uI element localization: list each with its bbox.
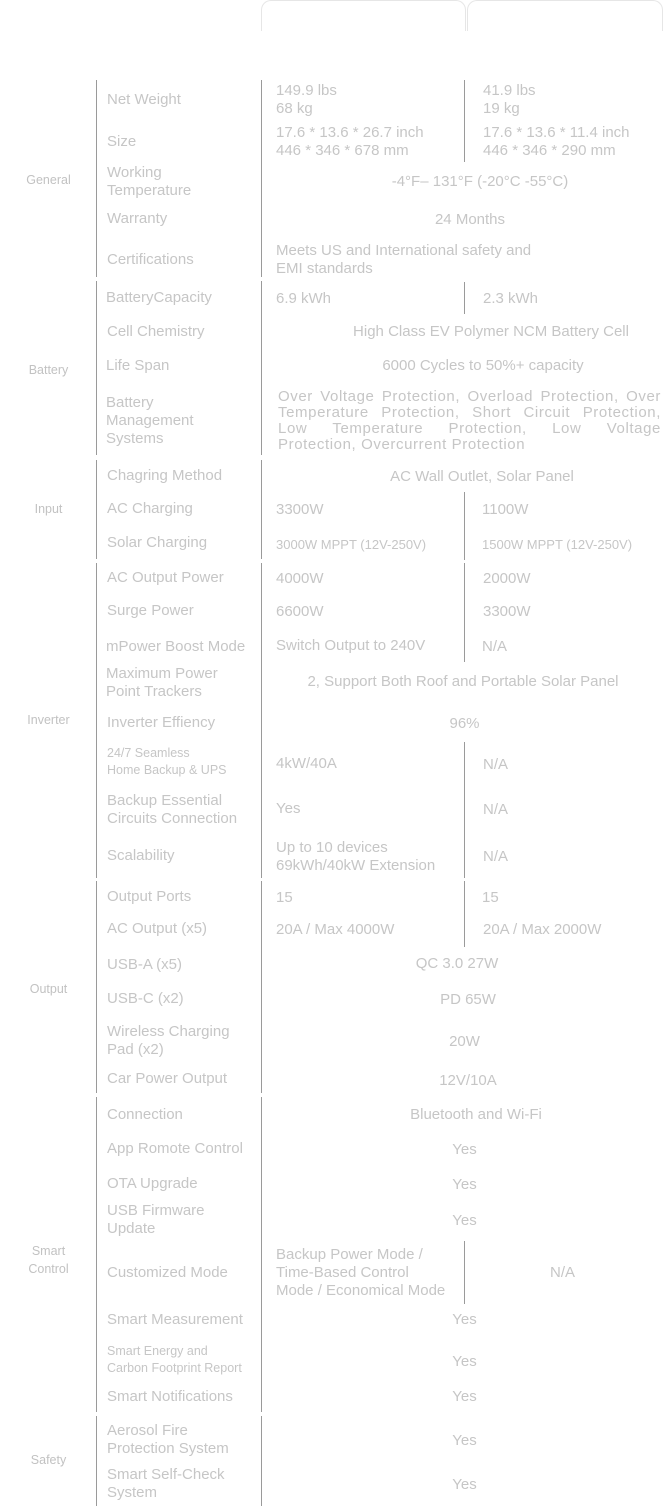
- spec-label: Wireless Charging Pad (x2): [107, 1023, 230, 1058]
- spec-value-2: 2000W: [483, 570, 531, 587]
- value-divider-4: [464, 563, 465, 662]
- spec-label: USB Firmware Update: [107, 1202, 205, 1237]
- spec-label: USB-A (x5): [107, 956, 183, 973]
- spec-value-1: Yes: [276, 800, 301, 817]
- spec-label: Working Temperature: [107, 164, 192, 199]
- group-label-input: Input: [34, 502, 63, 516]
- spec-value-shared: QC 3.0 27W: [415, 955, 499, 972]
- spec-value-1: 3300W: [276, 501, 324, 518]
- spec-label: Smart Self-Check System: [107, 1466, 225, 1501]
- spec-label: Car Power Output: [107, 1070, 228, 1087]
- spec-value-shared: Over Voltage Protection, Overload Protection, Over Temperature Protection, Short Circuit Protection, Low Temperature Protection, Low Voltage Protection, Overcurrent Protection: [278, 388, 661, 453]
- value-divider-1: [464, 80, 465, 162]
- spec-value-shared: Yes: [452, 1476, 477, 1493]
- product-tab-1[interactable]: [261, 0, 466, 31]
- spec-label: Smart Notifications: [107, 1388, 233, 1405]
- group-label-output: Output: [29, 982, 68, 996]
- spec-label: Chagring Method: [107, 467, 223, 484]
- spec-label: Cell Chemistry: [107, 323, 205, 340]
- spec-value-2: 1100W: [482, 501, 529, 518]
- value-divider-7: [464, 1241, 465, 1304]
- group-label-safety: Safety: [30, 1453, 67, 1467]
- spec-value-2: 2.3 kWh: [483, 290, 539, 307]
- spec-value-2: N/A: [483, 756, 509, 773]
- spec-value-2: N/A: [482, 638, 508, 655]
- group-label-battery: Battery: [28, 363, 69, 377]
- spec-label: Battery Management Systems: [106, 394, 194, 447]
- spec-value-1: 149.9 lbs 68 kg: [276, 82, 337, 117]
- spec-value-shared: High Class EV Polymer NCM Battery Cell: [353, 323, 629, 340]
- spec-label: USB-C (x2): [107, 990, 184, 1007]
- spec-value-1: Meets US and International safety and EMI standards: [276, 242, 532, 277]
- spec-value-shared: 2, Support Both Roof and Portable Solar Panel: [307, 673, 619, 690]
- spec-label: BatteryCapacity: [106, 289, 212, 306]
- spec-label: AC Output (x5): [107, 920, 208, 937]
- spec-value-2: 1500W MPPT (12V-250V): [482, 537, 633, 552]
- group-label-general: General: [26, 173, 71, 187]
- spec-label: Surge Power: [107, 602, 194, 619]
- value-divider-5: [464, 742, 465, 878]
- label-divider-output: [261, 881, 262, 1093]
- spec-label: Life Span: [106, 357, 170, 374]
- spec-label: AC Charging: [107, 500, 193, 517]
- spec-value-1: 20A / Max 4000W: [276, 921, 395, 938]
- spec-value-shared: -4°F– 131°F (-20°C -55°C): [391, 173, 569, 190]
- value-divider-6: [464, 881, 465, 947]
- spec-value-shared: Bluetooth and Wi-Fi: [410, 1106, 542, 1123]
- spec-label: Warranty: [107, 210, 168, 227]
- spec-value-1: 4kW/40A: [276, 755, 337, 772]
- label-divider-battery: [261, 281, 262, 455]
- value-divider-3: [464, 492, 465, 560]
- spec-value-1: 3000W MPPT (12V-250V): [276, 537, 427, 552]
- spec-label: App Romote Control: [107, 1140, 243, 1157]
- spec-label: OTA Upgrade: [107, 1175, 198, 1192]
- value-divider-2: [464, 282, 465, 314]
- spec-value-1: Up to 10 devices 69kWh/40kW Extension: [276, 839, 436, 874]
- spec-value-shared: 20W: [449, 1033, 480, 1050]
- spec-value-1: 15: [276, 889, 293, 906]
- spec-label: 24/7 Seamless Home Backup & UPS: [107, 746, 227, 777]
- spec-value-1: Backup Power Mode / Time-Based Control Mode / Economical Mode: [276, 1246, 446, 1299]
- group-label-smart-control: Smart Control: [28, 1244, 69, 1276]
- spec-value-shared: Yes: [452, 1141, 477, 1158]
- spec-value-shared: PD 65W: [440, 991, 496, 1008]
- spec-value-1: 4000W: [276, 570, 324, 587]
- spec-label: Smart Energy and Carbon Footprint Report: [107, 1344, 242, 1375]
- spec-label: Solar Charging: [107, 534, 208, 551]
- spec-value-1: Switch Output to 240V: [276, 637, 426, 654]
- spec-label: Aerosol Fire Protection System: [107, 1422, 229, 1457]
- spec-label: mPower Boost Mode: [106, 638, 246, 655]
- spec-value-shared: 96%: [449, 715, 480, 732]
- spec-value-2: 17.6 * 13.6 * 11.4 inch 446 * 346 * 290 mm: [483, 124, 630, 159]
- spec-label: Inverter Effiency: [107, 714, 216, 731]
- spec-label: Output Ports: [107, 888, 192, 905]
- spec-label: Net Weight: [107, 91, 181, 108]
- spec-value-shared: AC Wall Outlet, Solar Panel: [390, 468, 574, 485]
- spec-label: AC Output Power: [107, 569, 224, 586]
- spec-value-shared: Yes: [452, 1353, 477, 1370]
- spec-label: Backup Essential Circuits Connection: [107, 792, 238, 827]
- spec-value-shared: Yes: [452, 1432, 477, 1449]
- group-label-inverter: Inverter: [27, 713, 70, 727]
- spec-value-shared: 24 Months: [434, 211, 506, 228]
- spec-value-shared: Yes: [452, 1212, 477, 1229]
- spec-value-shared: Yes: [452, 1311, 477, 1328]
- product-tab-2[interactable]: [467, 0, 663, 31]
- spec-value-shared: 12V/10A: [439, 1072, 497, 1089]
- spec-value-shared: Yes: [452, 1388, 477, 1405]
- spec-value-2: 41.9 lbs 19 kg: [483, 82, 536, 117]
- spec-value-2: N/A: [483, 801, 509, 818]
- spec-value-1: 17.6 * 13.6 * 26.7 inch 446 * 346 * 678 mm: [276, 124, 424, 159]
- spec-label: Maximum Power Point Trackers: [106, 665, 218, 700]
- spec-label: Size: [107, 133, 137, 150]
- spec-value-2: 15: [482, 889, 499, 906]
- spec-label: Connection: [107, 1106, 183, 1123]
- spec-label: Scalability: [107, 847, 175, 864]
- spec-value-shared: 6000 Cycles to 50%+ capacity: [382, 357, 584, 374]
- spec-label: Certifications: [107, 251, 194, 268]
- spec-value-shared: Yes: [452, 1176, 477, 1193]
- spec-value-2: N/A: [550, 1264, 576, 1281]
- spec-value-2: 20A / Max 2000W: [483, 921, 602, 938]
- spec-label: Smart Measurement: [107, 1311, 243, 1328]
- spec-value-1: 6600W: [276, 603, 324, 620]
- spec-value-2: N/A: [483, 848, 509, 865]
- spec-value-1: 6.9 kWh: [276, 290, 332, 307]
- spec-value-2: 3300W: [483, 603, 531, 620]
- spec-label: Customized Mode: [107, 1264, 228, 1281]
